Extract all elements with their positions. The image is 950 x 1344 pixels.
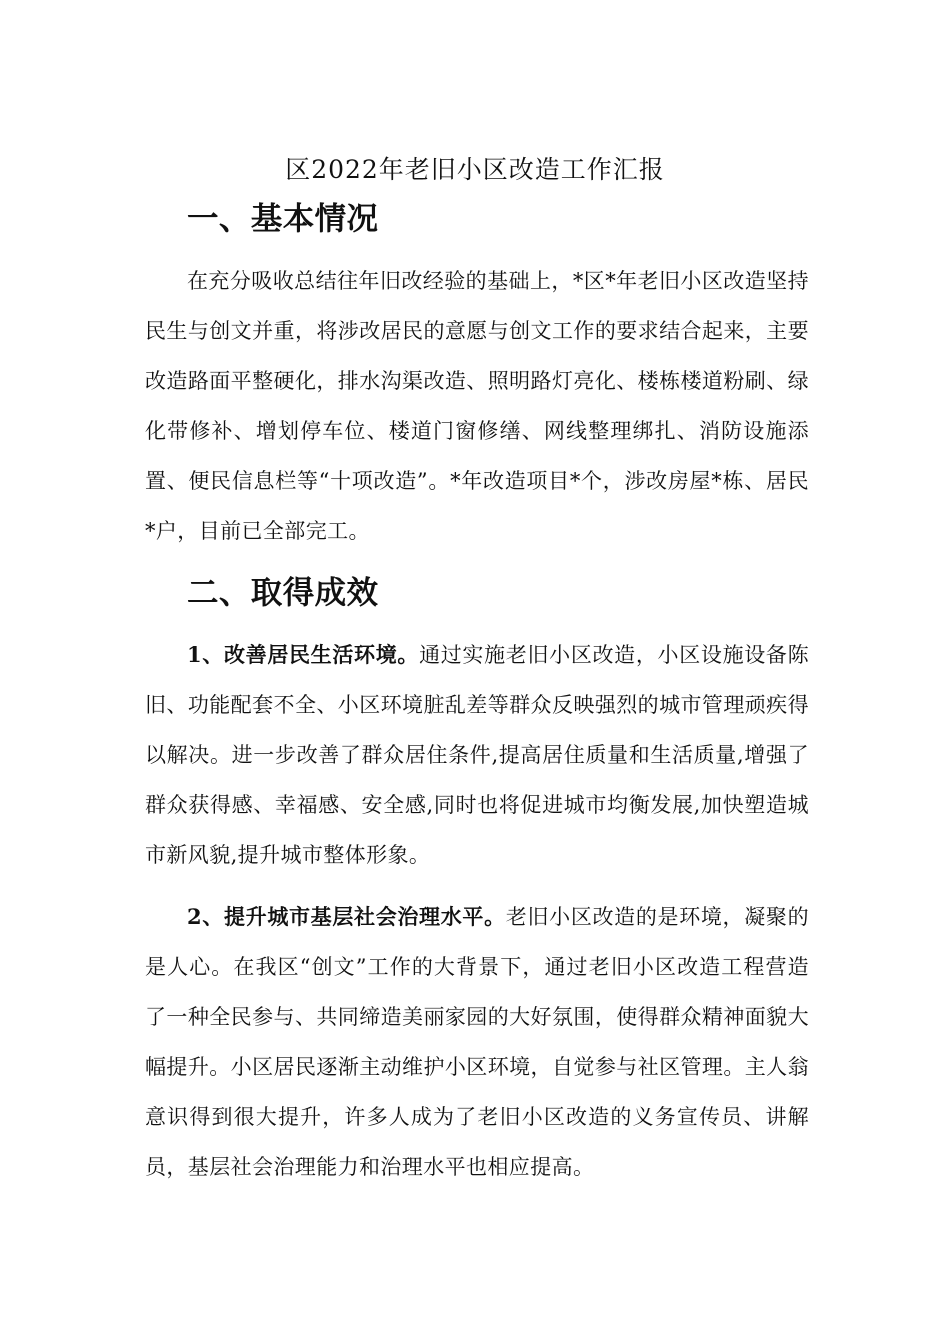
section-heading: 二、取得成效 [187, 574, 379, 611]
paragraph-text: 在充分吸收总结往年旧改经验的基础上，*区*年老旧小区改造坚持民生与创文并重，将涉改居民的意愿与创文工作的要求结合起来，主要改造路面平整硬化，排水沟渠改造、照明路灯亮化、楼栋楼道粉刷、绿化带修补、增划停车位、楼道门窗修缮、网线整理绑扎、消防设施添置、便民信息栏等“十项改造”。*年改造项目*个，涉改房屋*栋、居民*户，目前已全部完工。 [145, 269, 809, 543]
paragraph-text: 通过实施老旧小区改造，小区设施设备陈旧、功能配套不全、小区环境脏乱差等群众反映强烈的城市管理顽疾得以解决。进一步改善了群众居住条件,提高居住质量和生活质量,增强了群众获得感、幸福感、安全感,同时也将促进城市均衡发展,加快塑造城市新风貌,提升城市整体形象。 [145, 643, 810, 867]
section-heading: 一、基本情况 [187, 200, 379, 237]
document-title: 区2022年老旧小区改造工作汇报 [285, 154, 665, 184]
paragraph [145, 892, 809, 1192]
section-achievements [145, 568, 809, 1192]
paragraph [145, 630, 809, 880]
document-body [145, 194, 809, 1192]
section-basic-situation [145, 194, 809, 556]
paragraph [145, 256, 809, 556]
paragraph-lead: 2、提升城市基层社会治理水平。 [187, 904, 506, 929]
paragraph-lead: 1、改善居民生活环境。 [187, 642, 420, 667]
paragraph-text: 老旧小区改造的是环境，凝聚的是人心。在我区“创文”工作的大背景下，通过老旧小区改造工程营造了一种全民参与、共同缔造美丽家园的大好氛围，使得群众精神面貌大幅提升。小区居民逐渐主动维护小区环境，自觉参与社区管理。主人翁意识得到很大提升，许多人成为了老旧小区改造的义务宣传员、讲解员，基层社会治理能力和治理水平也相应提高。 [145, 905, 809, 1179]
